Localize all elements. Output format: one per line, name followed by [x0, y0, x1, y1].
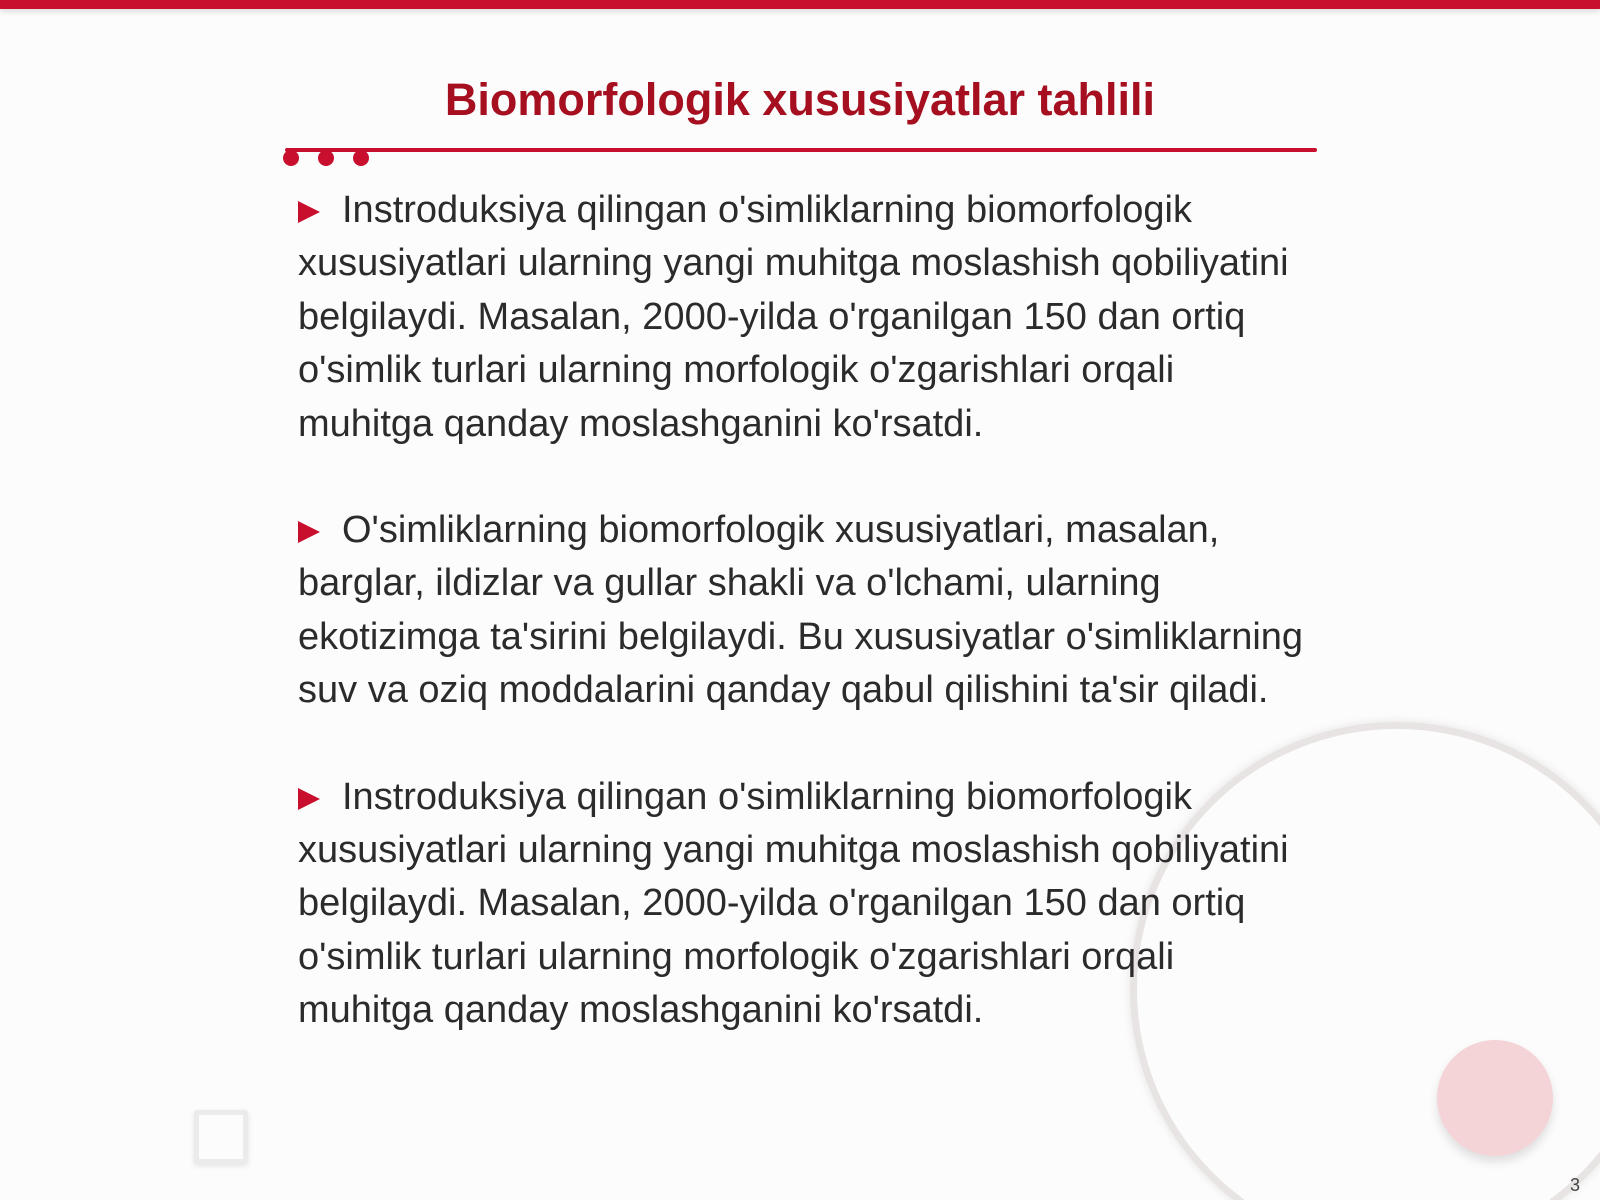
underline-dot [353, 150, 369, 166]
bullet-arrow-icon [298, 521, 320, 543]
page-number: 3 [1569, 1175, 1580, 1195]
bullet-text: O'simliklarning biomorfologik xususiyatlari, masalan, barglar, ildizlar va gullar shakli va o'lchami, ularning ekotizimga ta'sirini belgilaydi. Bu xususiyatlar o'simliklarning suv va oziq moddalarini qanday qabul qilishini ta'sir qiladi. [298, 509, 1304, 712]
underline-dot [318, 150, 334, 166]
bullet-text: Instroduksiya qilingan o'simliklarning biomorfologik xususiyatlari ularning yangi muhitga moslashish qobiliyatini belgilaydi. Masalan, 2000-yilda o'rganilgan 150 dan ortiq o'simlik turlari ularning morfologik o'zgarishlari orqali muhitga qanday moslashganini ko'rsatdi. [298, 189, 1289, 445]
decorative-square [194, 1110, 248, 1164]
bullet-arrow-icon [298, 788, 320, 810]
slide-title: Biomorfologik xususiyatlar tahlili [444, 74, 1156, 125]
decorative-dot [1437, 1040, 1553, 1156]
bullet-arrow-icon [298, 201, 320, 223]
bullet-item [298, 771, 1308, 1038]
bullet-item [298, 184, 1308, 451]
bullet-text: Instroduksiya qilingan o'simliklarning biomorfologik xususiyatlari ularning yangi muhitga moslashish qobiliyatini belgilaydi. Masalan, 2000-yilda o'rganilgan 150 dan ortiq o'simlik turlari ularning morfologik o'zgarishlari orqali muhitga qanday moslashganini ko'rsatdi. [298, 775, 1289, 1032]
bullet-item [298, 504, 1308, 718]
bullet-list [298, 184, 1308, 1038]
title-underline [285, 148, 1317, 152]
underline-dot [283, 150, 299, 166]
top-accent-bar [0, 0, 1600, 9]
